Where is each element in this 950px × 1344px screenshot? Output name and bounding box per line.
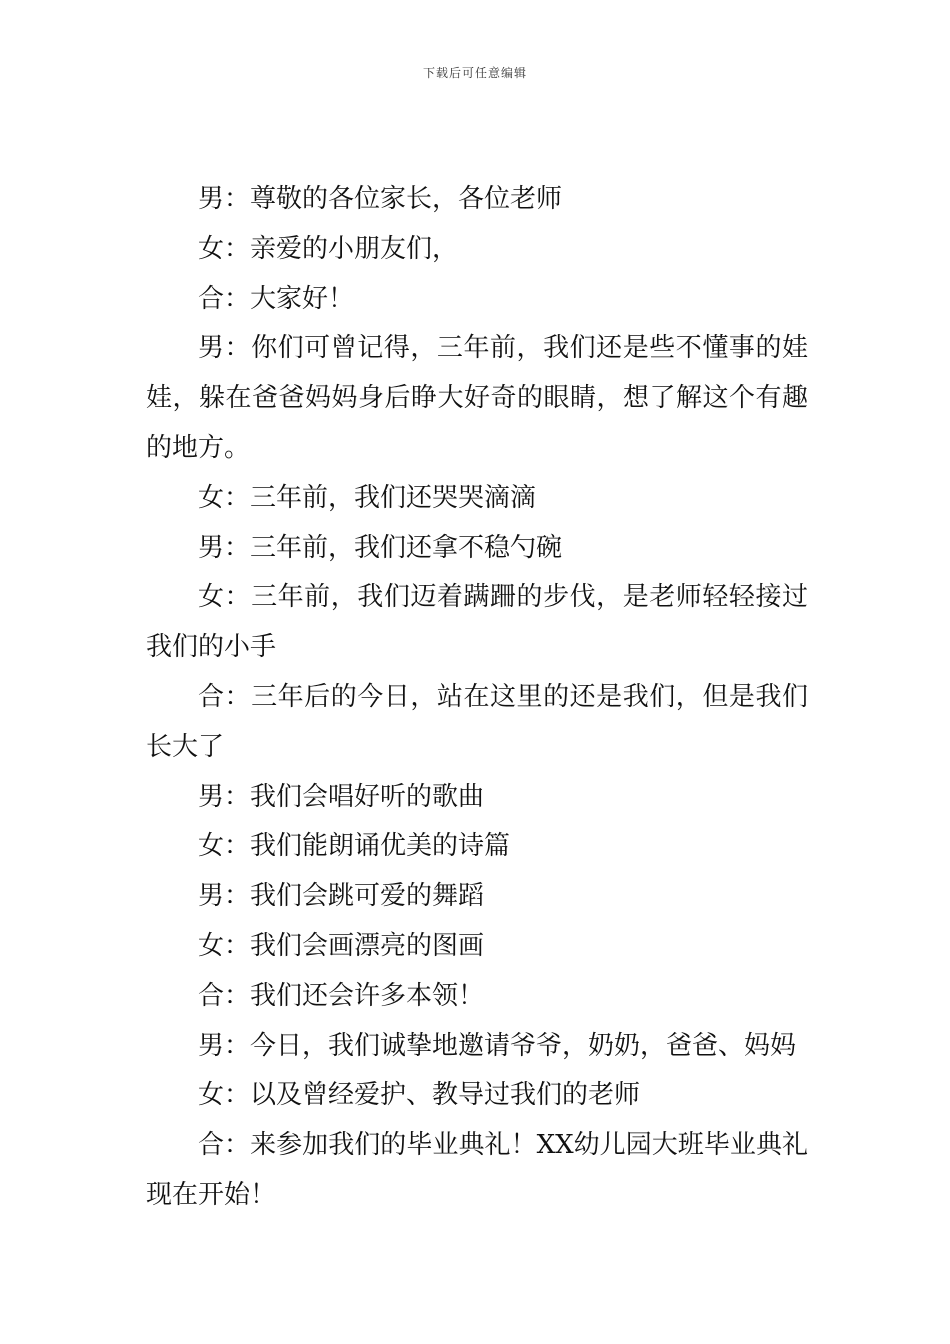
dialogue-line: 男：你们可曾记得，三年前，我们还是些不懂事的娃娃，躲在爸爸妈妈身后睁大好奇的眼睛，想了解这个有趣的地方。	[146, 333, 808, 463]
dialogue-line: 男：尊敬的各位家长，各位老师	[198, 184, 563, 214]
dialogue-line: 女：我们能朗诵优美的诗篇	[198, 831, 511, 862]
dialogue-line: 女：亲爱的小朋友们，	[198, 233, 459, 264]
dialogue-line: 合：我们还会许多本领！	[198, 980, 485, 1011]
dialogue-line: 合：来参加我们的毕业典礼！XX幼儿园大班毕业典礼现在开始！	[146, 1130, 808, 1210]
dialogue-line: 女：我们会画漂亮的图画	[198, 930, 485, 961]
dialogue-line: 女：三年前，我们还哭哭滴滴	[198, 482, 537, 513]
dialogue-line: 男：我们会唱好听的歌曲	[198, 781, 485, 812]
document-body	[146, 175, 808, 1221]
dialogue-line: 合：大家好！	[198, 283, 355, 314]
dialogue-line: 女：以及曾经爱护、教导过我们的老师	[198, 1080, 641, 1111]
dialogue-line: 男：我们会跳可爱的舞蹈	[198, 881, 485, 912]
dialogue-line: 男：三年前，我们还拿不稳勺碗	[198, 532, 563, 563]
dialogue-line: 女：三年前，我们迈着蹒跚的步伐，是老师轻轻接过我们的小手	[146, 582, 808, 663]
dialogue-line: 合：三年后的今日，站在这里的还是我们，但是我们长大了	[146, 681, 808, 762]
page-header-note: 下载后可任意编辑	[422, 66, 527, 80]
dialogue-line: 男：今日，我们诚挚地邀请爷爷，奶奶，爸爸、妈妈	[198, 1030, 797, 1061]
